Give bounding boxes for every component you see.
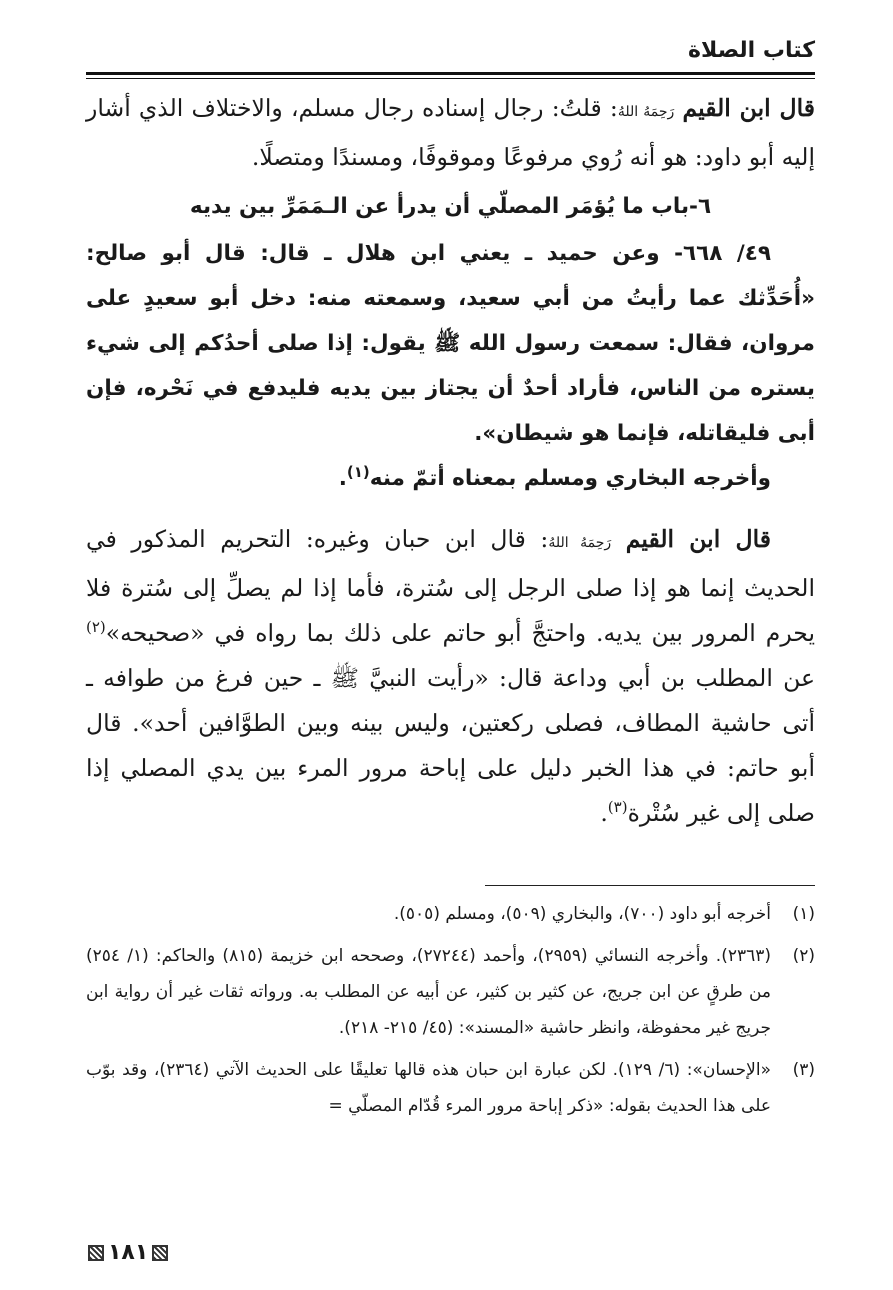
footnote-ref-1[interactable]: (١) [346,462,370,481]
commentary-text-a: : قال ابن حبان وغيره: التحريم المذكور في الحديث إنما هو إذا صلى الرجل إلى سُترة، فأما إذا لم يصلِّ إلى سُترة فلا يحرم المرور بين يديه. واحتجَّ أبو حاتم على ذلك بما رواه في «صحيحه» [86,525,815,647]
commentary-text-c: . [600,799,608,827]
footnote-text: أخرجه أبو داود (٧٠٠)، والبخاري (٥٠٩)، ومسلم (٥٠٥). [393,904,771,924]
footnote-ref-2[interactable]: (٢) [86,618,106,637]
honorific: رَحِمَهُ اللهُ [617,104,675,120]
scholar-name: قال ابن القيم [625,525,771,553]
footnote-item [86,896,815,932]
page-number-text: ١٨١ [108,1240,149,1265]
footnote-separator [485,885,815,886]
commentary-text-b: عن المطلب بن أبي وداعة قال: «رأيت النبيَّ ﷺ ـ حين فرغ من طوافه ـ أتى حاشية المطاف، فصلى ركعتين، وليس بينه وبين الطوَّافين أحد». قال أبو حاتم: في هذا الخبر دليل على إباحة مرور المرء بين يدي المصلي إذا صلى إلى غير سُتْرة [86,664,815,827]
header-rule-thick [86,72,815,75]
main-text [86,86,815,836]
chapter-title: ٦-باب ما يُؤمَر المصلّي أن يدرأ عن الـمَمَرِّ بين يديه [189,194,712,219]
commentary-paragraph-2 [86,517,815,836]
footnote-text: «الإحسان»: (٦/ ١٢٩). لكن عبارة ابن حبان هذه قالها تعليقًا على الحديث الآتي (٢٣٦٤)، وقد بوّب على هذا الحديث بقوله: «ذكر إباحة مرور المرء قُدّام المصلّي = [86,1060,771,1116]
honorific: رَحِمَهُ اللهُ [548,535,612,551]
ornament-icon [152,1245,168,1261]
commentary-text: : قلتُ: رجال إسناده رجال مسلم، والاختلاف الذي أشار إليه أبو داود: هو أنه رُوي مرفوعًا وموقوفًا، ومسندًا ومتصلًا. [86,94,815,171]
running-header: كتاب الصلاة [688,38,815,63]
footnote-number: (٣) [792,1060,815,1080]
footnote-number: (٢) [792,946,815,966]
footnote-item [86,1052,815,1124]
source-text: وأخرجه البخاري ومسلم بمعناه أتمّ منه [369,466,771,491]
footnote-item [86,938,815,1046]
footnote-ref-3[interactable]: (٣) [607,798,628,817]
footnote-text: (٢٣٦٣). وأخرجه النسائي (٢٩٥٩)، وأحمد (٢٧٢٤٤)، وصححه ابن خزيمة (٨١٥) والحاكم: (١/ ٢٥٤) من طرقٍ عن ابن جريج، عن كثير بن كثير، عن أبيه عن المطلب به. ورواته ثقات غير أن رواية ابن جريج غير محفوظة، وانظر حاشية «المسند»: (٤٥/ ٢١٥- ٢١٨). [86,946,771,1038]
page-number [88,1240,168,1265]
header-rule-thin [86,78,815,79]
scholar-name: قال ابن القيم [682,94,815,122]
footnotes [86,896,815,1130]
commentary-paragraph-1 [86,86,815,180]
footnote-number: (١) [792,904,815,924]
source-paragraph: وأخرجه البخاري ومسلم بمعناه أتمّ منه$^{(١)}$. [338,462,771,491]
ornament-icon [88,1245,104,1261]
hadith-paragraph: ٤٩/ ٦٦٨- وعن حميد ـ يعني ابن هلال ـ قال: قال أبو صالح: «أُحَدِّثك عما رأيتُ من أبي سعيد، وسمعته منه: دخل أبو سعيدٍ على مروان، فقال: سمعت رسول الله ﷺ يقول: إذا صلى أحدُكم إلى شيء يستره من الناس، فأراد أحدٌ أن يجتاز بين يديه فليدفع في نَحْره، فإن أبى فليقاتله، فإنما هو شيطان». [86,241,815,446]
